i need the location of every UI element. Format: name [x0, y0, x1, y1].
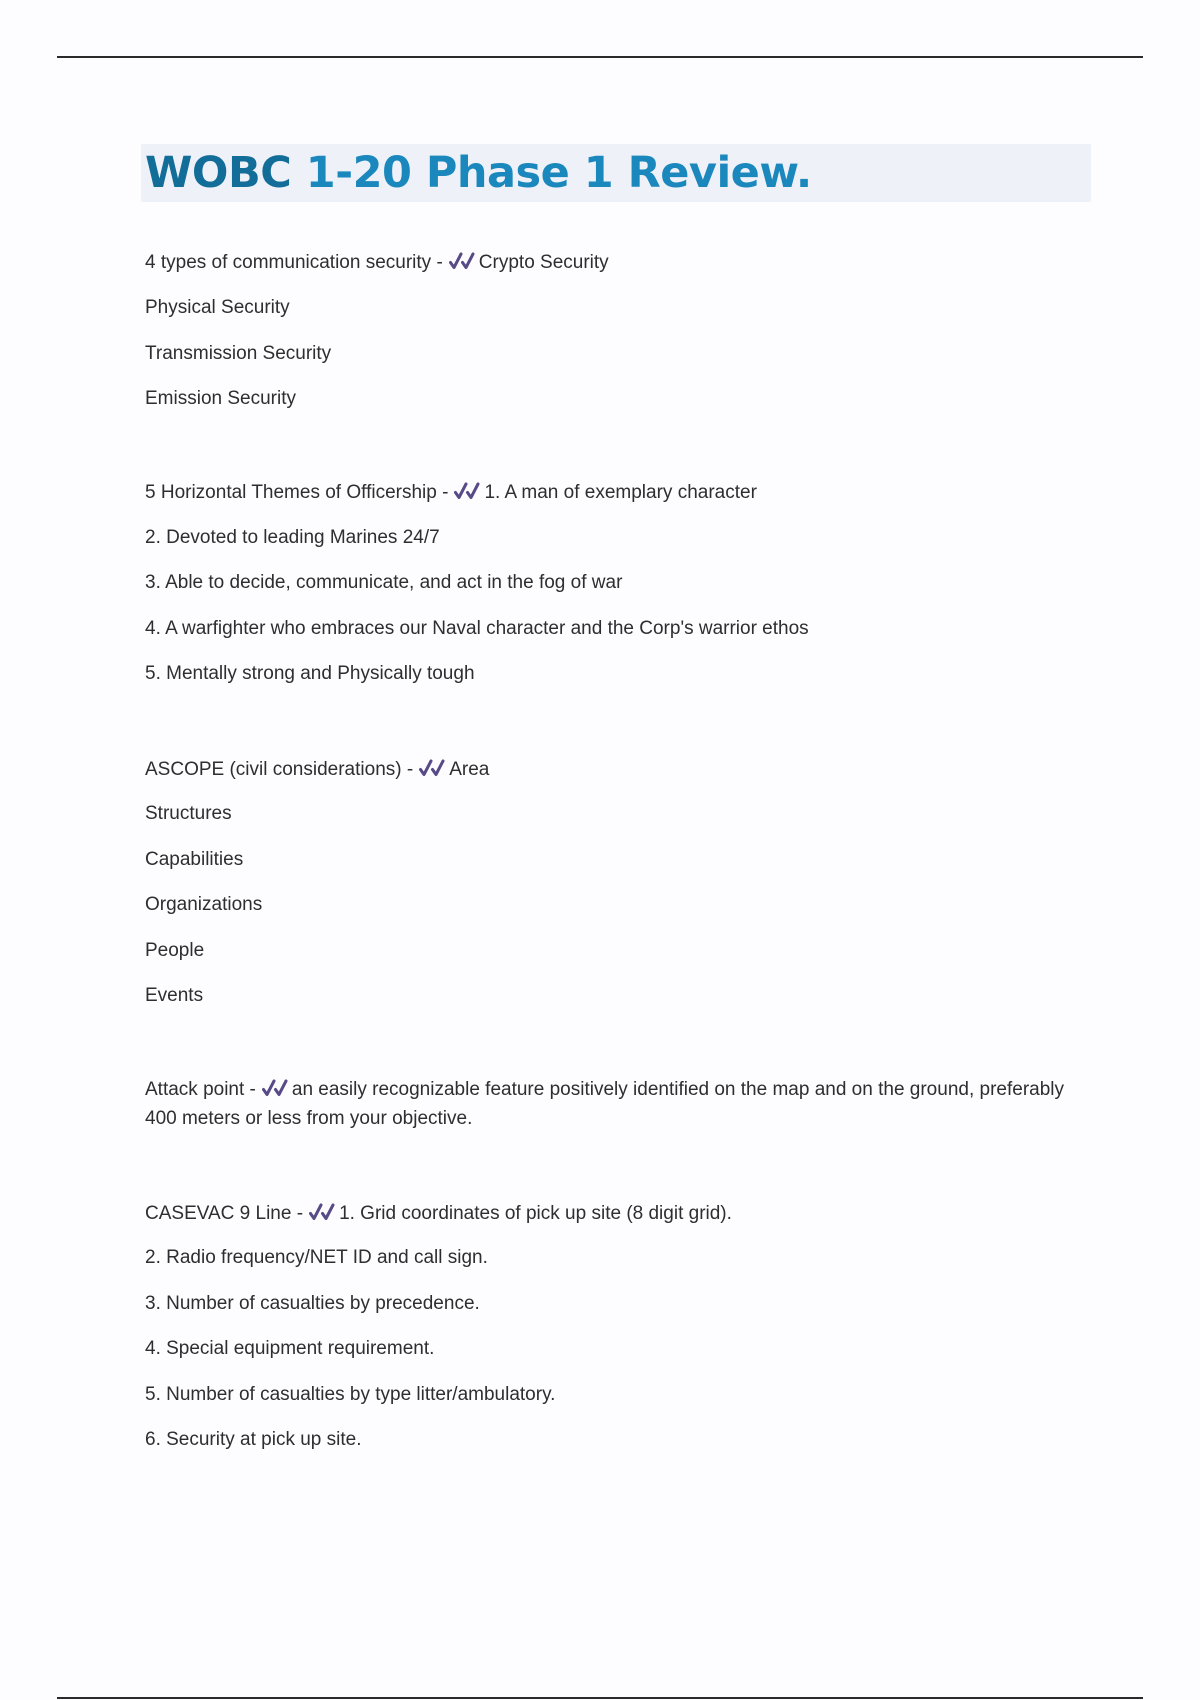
double-checkmark-icon	[419, 757, 445, 779]
title-lead: WOBC	[145, 148, 292, 198]
document-title	[145, 147, 812, 199]
double-checkmark-icon	[454, 480, 480, 502]
flashcard-question-row	[145, 757, 489, 781]
double-checkmark-icon	[262, 1077, 288, 1099]
title-rest: 1-20 Phase 1 Review.	[291, 148, 812, 198]
flashcard-question: ASCOPE (civil considerations) -	[145, 759, 414, 780]
flashcard-answer-line: Structures	[145, 803, 232, 824]
flashcard-answer: Crypto Security	[478, 252, 609, 273]
flashcard-question: CASEVAC 9 Line -	[145, 1203, 304, 1224]
flashcard-question: Attack point -	[145, 1079, 256, 1100]
flashcard-answer-line: 3. Number of casualties by precedence.	[145, 1293, 480, 1314]
flashcard-answer-line: Organizations	[145, 894, 263, 915]
bottom-rule	[57, 1697, 1143, 1699]
flashcard-answer-line: 2. Devoted to leading Marines 24/7	[145, 527, 440, 548]
double-checkmark-icon	[309, 1201, 335, 1223]
flashcard-answer-line: 3. Able to decide, communicate, and act in the fog of war	[145, 572, 623, 593]
flashcard-answer-line: 5. Mentally strong and Physically tough	[145, 663, 475, 684]
flashcard-answer: Area	[449, 759, 490, 780]
flashcard-answer-line: 4. A warfighter who embraces our Naval character and the Corp's warrior ethos	[145, 618, 809, 639]
flashcard-answer-line: 4. Special equipment requirement.	[145, 1338, 435, 1359]
flashcard-answer-line: 5. Number of casualties by type litter/ambulatory.	[145, 1384, 556, 1405]
flashcard-answer-line: Events	[145, 985, 204, 1006]
flashcard-answer-line: People	[145, 940, 205, 961]
flashcard-answer-line: Physical Security	[145, 297, 290, 318]
flashcard-question-row	[145, 1075, 1075, 1133]
double-checkmark-icon	[449, 250, 475, 272]
flashcard-answer-line: Emission Security	[145, 388, 296, 409]
top-rule	[57, 56, 1143, 58]
flashcard-answer-line: 2. Radio frequency/NET ID and call sign.	[145, 1247, 488, 1268]
flashcard-answer-line: Capabilities	[145, 849, 244, 870]
flashcard-answer: 1. A man of exemplary character	[484, 482, 757, 503]
flashcard-question: 5 Horizontal Themes of Officership -	[145, 482, 449, 503]
flashcard-answer-line: Transmission Security	[145, 343, 332, 364]
flashcard-question-row	[145, 250, 609, 274]
flashcard-answer-line: 6. Security at pick up site.	[145, 1429, 362, 1450]
flashcard-answer: 1. Grid coordinates of pick up site (8 digit grid).	[339, 1203, 732, 1224]
flashcard-question-row	[145, 1201, 732, 1225]
flashcard-question-row	[145, 480, 757, 504]
flashcard-question: 4 types of communication security -	[145, 252, 443, 273]
flashcard-answer: an easily recognizable feature positively identified on the map and on the ground, preferably 400 meters or less from your objective.	[145, 1079, 1064, 1129]
